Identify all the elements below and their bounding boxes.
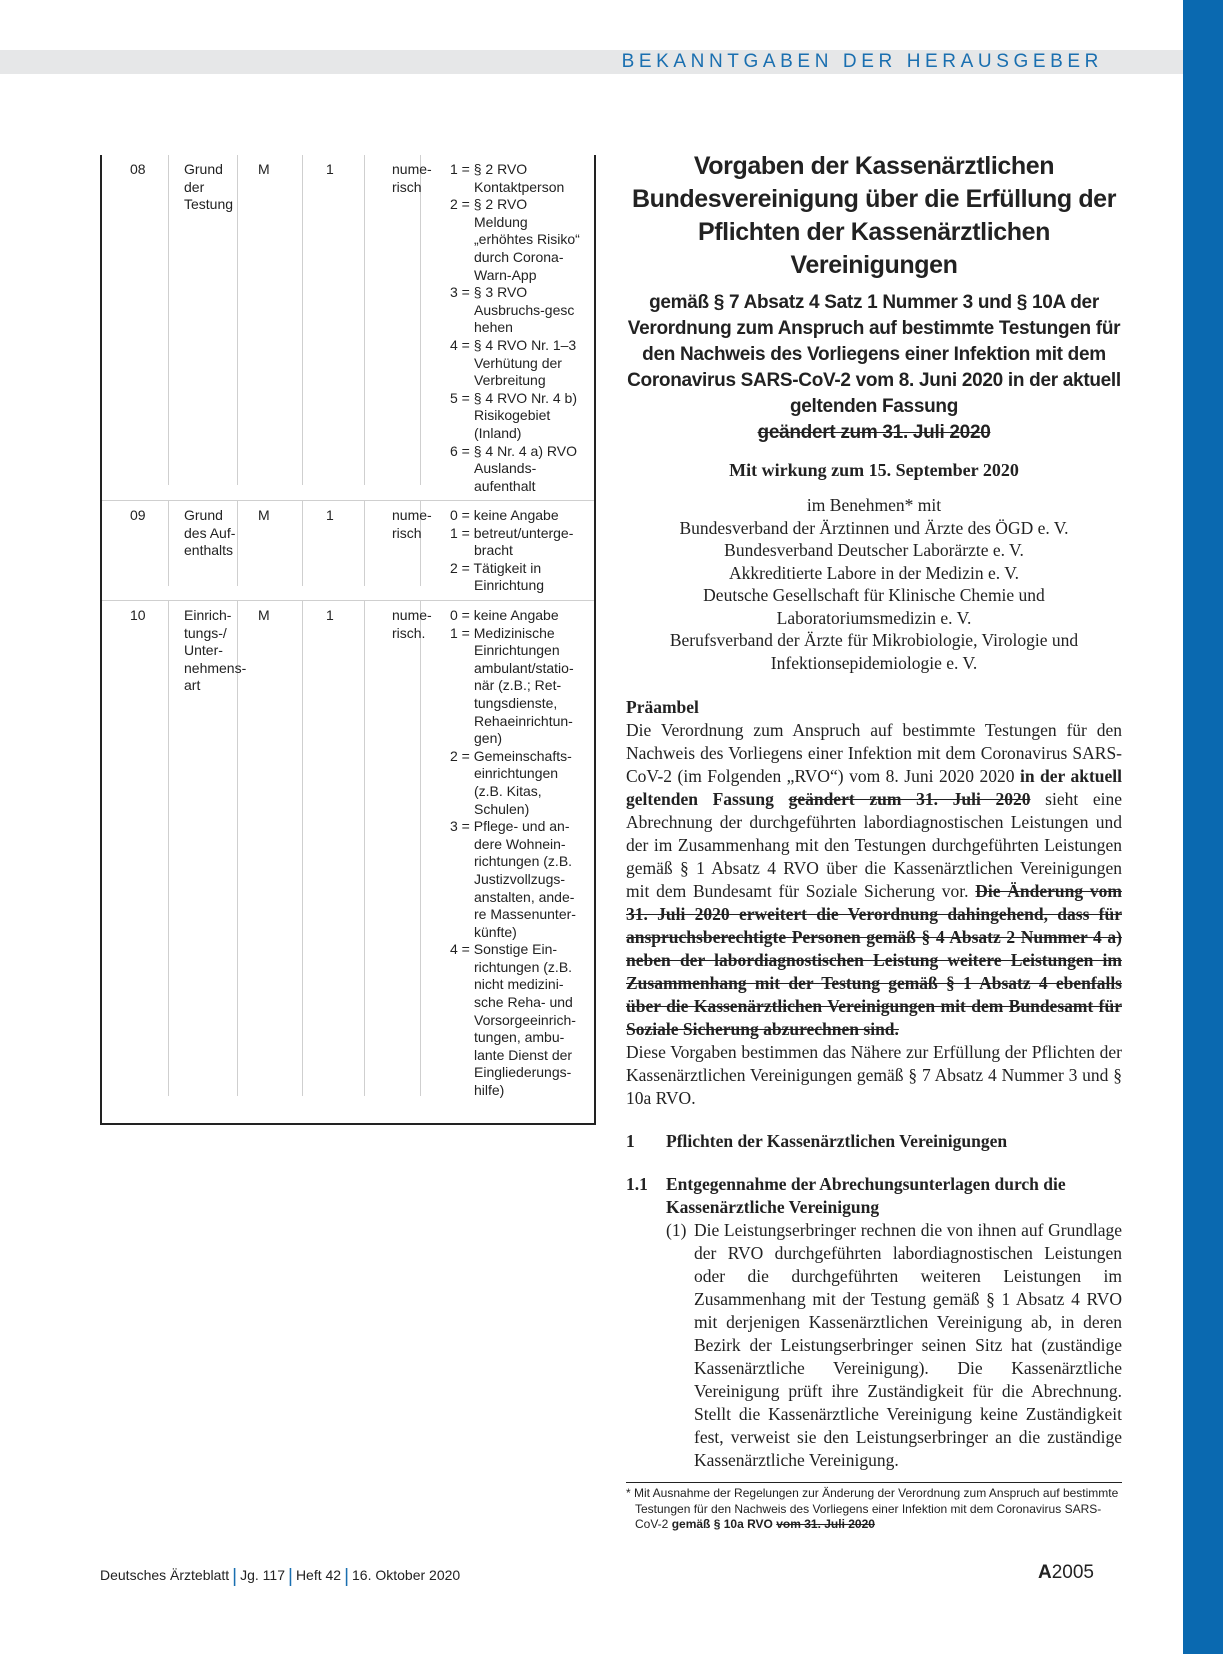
mandatory-flag: M [258, 161, 270, 177]
value-code: 2 = [450, 196, 474, 213]
value-text-line: Meldung [474, 213, 528, 230]
value-text-line: tungen, ambu- [474, 1029, 565, 1046]
column-divider [302, 155, 303, 485]
value-code: 1 = [450, 524, 474, 541]
value-text-line: aufenthalt [474, 477, 536, 494]
value-text-line: „erhöhtes Risiko“ [474, 231, 580, 248]
footer-issue: Heft 42 [295, 1567, 342, 1583]
value-text-line: richtungen (z.B. [474, 958, 573, 975]
value-text-line: hilfe) [474, 1082, 505, 1099]
value-code: 4 = [450, 336, 474, 353]
value-text-line: einrichtungen [474, 765, 559, 782]
article-title: Vorgaben der Kassenärztlichen Bundesvereinigung über die Erfüllung der Pflichten der Kassenärztlichen Vereinigungen [631, 152, 1117, 279]
value-item [450, 284, 590, 337]
footnote-rule [626, 1482, 1122, 1483]
section-1-1-number: 1.1 [626, 1174, 648, 1194]
value-text: § 2 RVO [473, 161, 528, 177]
row-number: 08 [130, 161, 146, 177]
value-text-line: Verbreitung [474, 372, 546, 389]
value-text-line: Ausbruchs-gesc [474, 301, 575, 318]
value-text: Pflege- und an- [473, 818, 570, 835]
preamble-paragraph [626, 719, 1122, 1041]
value-text-line: Vorsorgeeinrich- [474, 1011, 576, 1028]
partners-intro: im Benehmen* mit [806, 495, 942, 515]
article-subtitle [626, 290, 1122, 446]
section-1-heading [626, 1130, 1122, 1153]
item-1-text: Die Leistungserbringer rechnen die von ihnen auf Grundlage der RVO durchgeführten labordiagnostischen Leistungen oder die durchgeführten weiteren Leistungen im Zusammenhang mit der Testung gemäß § 1 Absatz 4 RVO mit derjenigen Kassenärztlichen Vereinigung ab, in deren Bezirk der Leistungserbringer seinen Sitz hat (zuständige Kassenärztliche Vereinigung). Die Kassenärztliche Vereinigung prüft ihre Zuständigkeit für die Abrechnung. Stellt die Kassenärztliche Vereinigung keine Zuständigkeit fest, verweist sie den Leistungserbringer an die zuständige Kassenärztliche Vereinigung. [694, 1220, 1122, 1470]
value-text-line: hehen [474, 319, 513, 336]
value-code: 2 = [450, 559, 474, 576]
footer-journal: Deutsches Ärzteblatt [100, 1567, 230, 1583]
value-text: § 4 RVO Nr. 4 b) [473, 389, 577, 406]
value-text: keine Angabe [473, 507, 559, 523]
value-text-line: (Inland) [474, 424, 522, 441]
value-text-line: richtungen (z.B. [474, 853, 573, 870]
partner-line: Deutsche Gesellschaft für Klinische Chemie und [703, 585, 1045, 605]
field-type: nume- risch [392, 507, 432, 541]
value-text-line: nicht medizini- [474, 976, 564, 993]
value-item [450, 748, 590, 818]
section-1-number: 1 [626, 1131, 635, 1151]
subtitle-struck: geändert zum 31. Juli 2020 [757, 422, 991, 443]
partner-line: Bundesverband der Ärztinnen und Ärzte des ÖGD e. V. [679, 517, 1069, 538]
field-length: 1 [326, 507, 334, 523]
column-divider [168, 155, 169, 485]
value-code: 2 = [450, 747, 474, 764]
preamble-heading: Präambel [626, 697, 699, 717]
field-name: Einrich- tungs-/ Unter- nehmens- art [184, 607, 247, 694]
value-item [450, 507, 590, 525]
value-text: § 4 Nr. 4 a) RVO [473, 442, 577, 459]
value-item [450, 443, 590, 496]
value-code: 4 = [450, 941, 474, 958]
footer-separator: | [344, 1566, 350, 1587]
value-text-line: Einrichtung [474, 577, 545, 594]
column-divider [302, 501, 303, 586]
page-number [1038, 1562, 1094, 1584]
value-text: keine Angabe [473, 607, 559, 623]
field-length: 1 [326, 607, 334, 623]
field-name: Grund der Testung [184, 161, 234, 213]
footer-separator: | [288, 1566, 293, 1587]
value-item [450, 625, 590, 748]
table-row [102, 600, 594, 1111]
partner-line: Laboratoriumsmedizin e. V. [776, 607, 972, 628]
value-code: 3 = [450, 818, 474, 835]
table-row [102, 155, 594, 500]
value-item [450, 525, 590, 560]
item-1-number: (1) [666, 1220, 687, 1240]
value-text-line: gen) [474, 730, 503, 747]
footnote-text: * Mit Ausnahme der Regelungen zur Änderung der Verordnung zum Anspruch auf bestimmte Testungen für den Nachweis des Vorliegens einer Infektion mit dem Coronavirus SARS-CoV-2 [626, 1486, 1119, 1531]
value-code: 3 = [450, 284, 474, 301]
column-divider [420, 155, 421, 485]
value-text-line: tungsdienste, [474, 694, 558, 711]
preamble-paragraph-2: Diese Vorgaben bestimmen das Nähere zur Erfüllung der Pflichten der Kassenärztlichen Vereinigungen gemäß § 7 Absatz 4 Nummer 3 und § 10a RVO. [626, 1042, 1122, 1108]
value-text-line: Rehaeinrichtun- [474, 712, 573, 729]
item-1 [626, 1219, 1122, 1472]
value-item [450, 607, 590, 625]
value-text: Gemeinschafts- [473, 747, 572, 764]
value-list [450, 507, 590, 595]
partner-line: Akkreditierte Labore in der Medizin e. V. [729, 562, 1019, 583]
value-text-line: (z.B. Kitas, [474, 782, 542, 799]
preamble-struck-2: Die Änderung vom 31. Juli 2020 erweitert die Verordnung dahingehend, dass für anspruchsberechtigte Personen gemäß § 4 Absatz 2 Nummer 4 a) neben der labordiagnostischen Leistung weitere Leistungen im Zusammenhang mit der Testung gemäß § 1 Absatz 4 ebenfalls über die Kassenärztlichen Vereinigungen mit dem Bundesamt für Soziale Sicherung abzurechnen sind. [626, 881, 1122, 1039]
row-number: 09 [130, 507, 146, 523]
value-text-line: Einrichtungen [474, 642, 560, 659]
column-divider [302, 601, 303, 1096]
partner-line: Bundesverband Deutscher Laborärzte e. V. [724, 540, 1024, 560]
partner-line: Berufsverband der Ärzte für Mikrobiologie, Virologie und [669, 630, 1079, 650]
section-1-1-title: Entgegennahme der Abrechungsunterlagen durch die Kassenärztliche Vereinigung [666, 1174, 1066, 1217]
value-text: Sonstige Ein- [473, 941, 558, 958]
subtitle-text: gemäß § 7 Absatz 4 Satz 1 Nummer 3 und § 10A der Verordnung zum Anspruch auf bestimmte Testungen für den Nachweis des Vorliegens einer Infektion mit dem Coronavirus SARS-CoV-2 vom 8. Juni 2020 in der aktuell geltenden Fassung [627, 292, 1121, 417]
page-prefix: A [1037, 1562, 1052, 1583]
value-item [450, 390, 590, 443]
value-text-line: Kontaktperson [474, 178, 565, 195]
field-type: nume- risch [392, 161, 432, 195]
value-list [450, 607, 590, 1100]
effective-date: Mit wirkung zum 15. September 2020 [729, 460, 1019, 480]
preamble-struck: geändert zum 31. Juli 2020 [788, 789, 1031, 809]
value-code: 0 = [450, 507, 474, 523]
value-item [450, 818, 590, 941]
footer-date: 16. Oktober 2020 [352, 1567, 461, 1583]
field-name: Grund des Auf- enthalts [184, 507, 236, 559]
field-type: nume- risch. [392, 607, 432, 641]
value-text-line: Risikogebiet [474, 407, 551, 424]
mandatory-flag: M [258, 507, 270, 523]
value-item [450, 941, 590, 1099]
article [626, 150, 1122, 1533]
value-text: § 2 RVO [473, 196, 528, 213]
table-row [102, 500, 594, 601]
field-length: 1 [326, 161, 334, 177]
value-text: § 3 RVO [473, 284, 528, 301]
value-text-line: dere Wohnein- [474, 835, 566, 852]
footer-volume: Jg. 117 [240, 1567, 285, 1583]
preamble-text-b: sieht eine Abrechnung der durchgeführten labordiagnostischen Leistungen und der im Zusammenhang mit den Testungen durchgeführten Leistungen gemäß § 1 Absatz 4 RVO über die Kassenärztlichen Vereinigungen mit dem Bundesamt für Soziale Sicherung vor. [626, 789, 1123, 901]
value-code: 0 = [450, 607, 474, 623]
page-number-value: 2005 [1051, 1562, 1094, 1583]
value-text-line: re Massenunter- [474, 906, 576, 923]
value-text-line: Eingliederungs- [474, 1064, 572, 1081]
value-item [450, 196, 590, 284]
value-text-line: Verhütung der [474, 354, 562, 371]
value-text-line: Schulen) [474, 800, 530, 817]
value-code: 6 = [450, 442, 474, 459]
data-table [100, 155, 596, 1125]
section-title: BEKANNTGABEN DER HERAUSGEBER [621, 51, 1103, 72]
value-text: § 4 RVO Nr. 1–3 [473, 336, 577, 353]
column-divider [364, 155, 365, 485]
value-item [450, 560, 590, 595]
color-sidebar [1183, 0, 1223, 1654]
section-1-1-heading [626, 1173, 1122, 1219]
value-text: betreut/unterge- [473, 524, 574, 541]
preamble-text-a: Die Verordnung zum Anspruch auf bestimmte Testungen für den Nachweis des Vorliegens einer Infektion mit dem Coronavirus SARS-CoV-2 (im Folgenden „RVO“) vom 8. Juni 2020 2020 [626, 720, 1122, 786]
footer-separator: | [232, 1566, 238, 1587]
column-divider [420, 601, 421, 1096]
footnote-bold: gemäß § 10a RVO [671, 1517, 773, 1531]
partners-block [626, 494, 1122, 674]
value-text-line: lante Dienst der [474, 1046, 573, 1063]
value-text-line: anstalten, ande- [474, 888, 575, 905]
value-text-line: künfte) [474, 923, 517, 940]
value-text-line: bracht [474, 542, 513, 559]
row-number: 10 [130, 607, 146, 623]
value-text: Medizinische [473, 624, 555, 641]
value-code: 1 = [450, 161, 474, 177]
mandatory-flag: M [258, 607, 270, 623]
footnote-struck: vom 31. Juli 2020 [776, 1517, 875, 1531]
column-divider [364, 601, 365, 1096]
footnote [626, 1486, 1122, 1533]
value-text-line: när (z.B.; Ret- [474, 677, 562, 694]
footer [100, 1566, 460, 1588]
column-divider [168, 601, 169, 1096]
value-text-line: durch Corona- [474, 248, 564, 265]
preamble-bold: in der aktuell geltenden Fassung [626, 766, 1123, 809]
value-code: 1 = [450, 624, 474, 641]
value-text-line: Auslands- [474, 460, 537, 477]
partner-line: Infektionsepidemiologie e. V. [770, 652, 978, 673]
value-text-line: sche Reha- und [474, 994, 573, 1011]
section-1-title: Pflichten der Kassenärztlichen Vereinigungen [666, 1131, 1008, 1151]
value-text: Tätigkeit in [473, 559, 542, 576]
value-text-line: ambulant/statio- [474, 659, 574, 676]
value-text-line: Justizvollzugs- [474, 870, 566, 887]
value-item [450, 337, 590, 390]
value-code: 5 = [450, 389, 474, 406]
column-divider [364, 501, 365, 586]
value-item [450, 161, 590, 196]
value-text-line: Warn-App [474, 266, 537, 283]
value-list [450, 161, 590, 495]
